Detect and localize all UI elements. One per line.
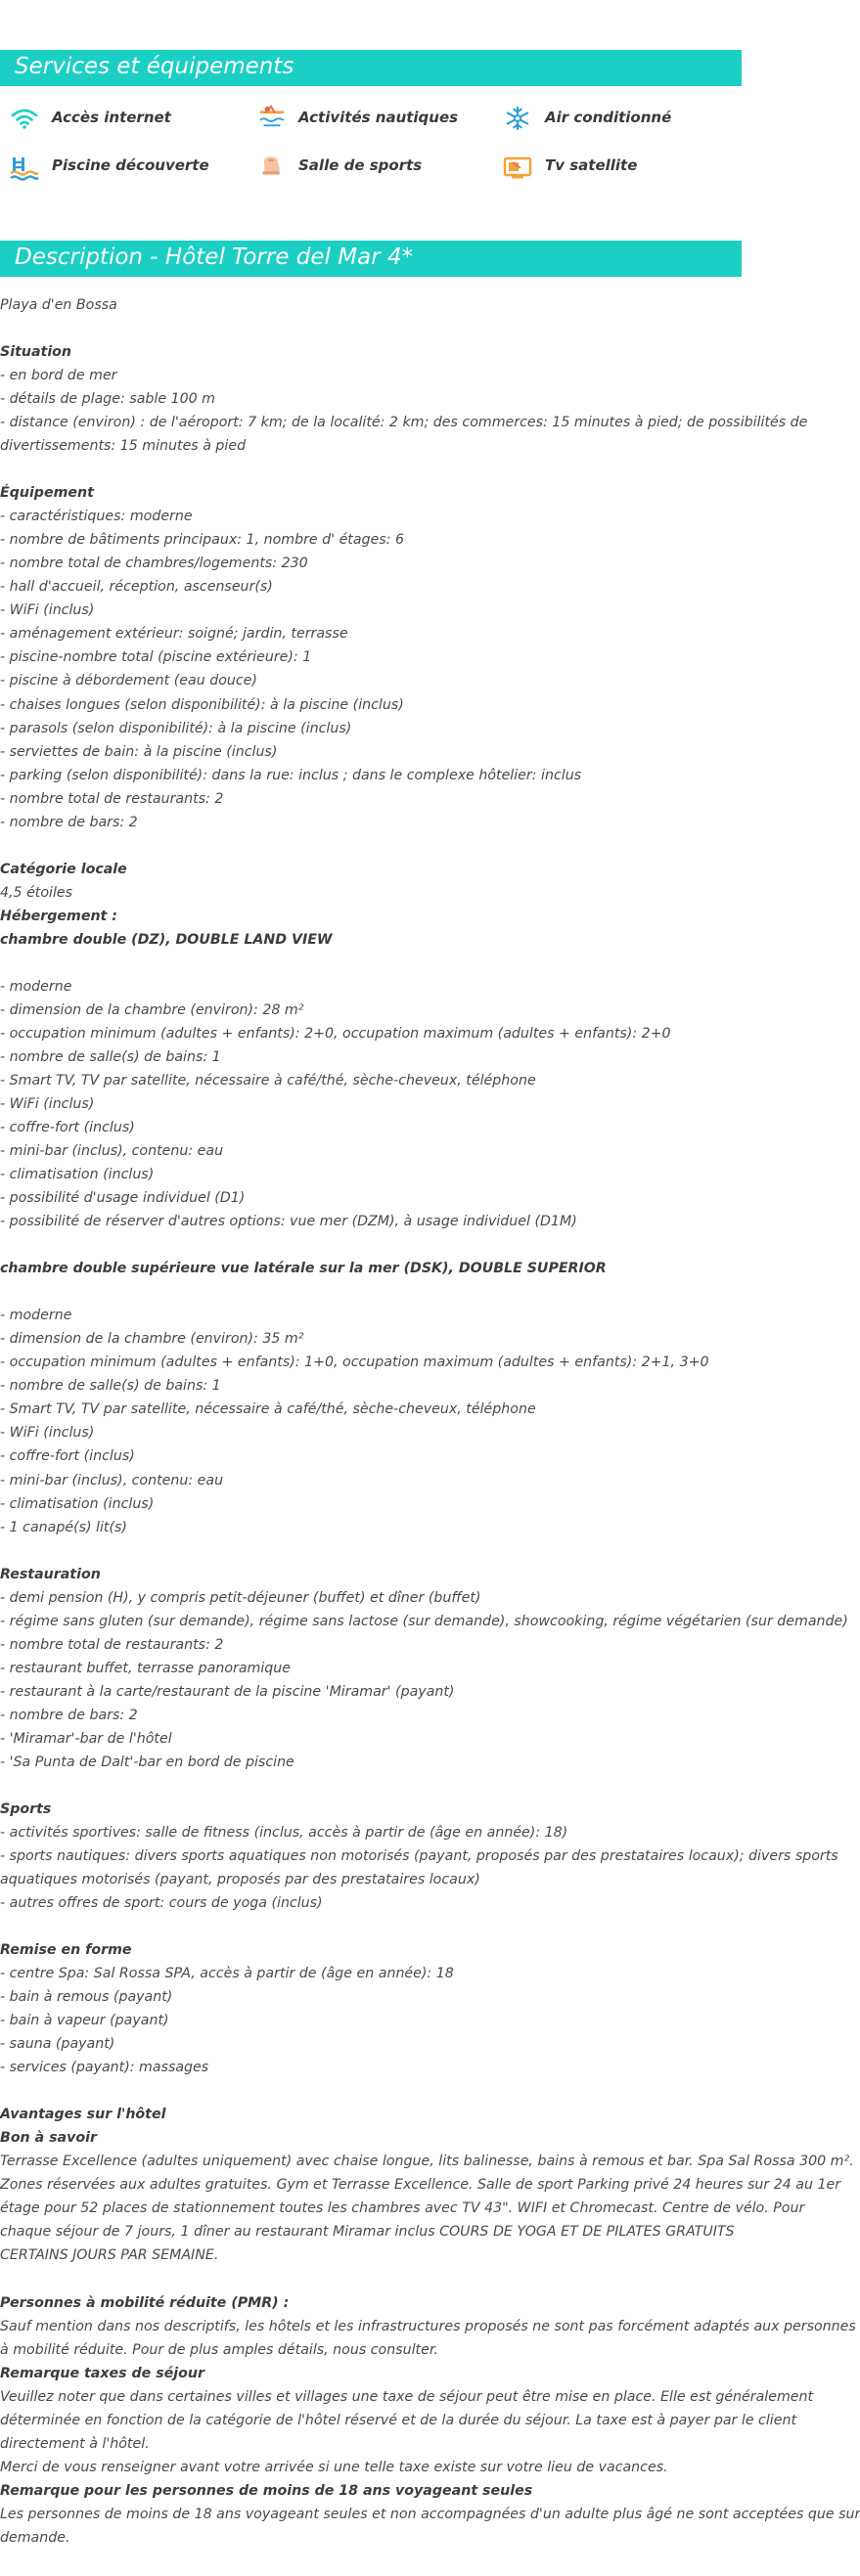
snowflake-icon [503,106,532,131]
description-line: - autres offres de sport: cours de yoga (inclus) [0,1895,323,1912]
description-line: - nombre de bars: 2 [0,1707,138,1723]
description-line: - 'Miramar'-bar de l'hôtel [0,1730,172,1747]
description-line: - nombre total de chambres/logements: 230 [0,555,308,572]
section-heading: Remise en forme [0,1942,132,1959]
description-line: - possibilité de réserver d'autres options: vue mer (DZM), à usage individuel (D1M) [0,1214,577,1230]
service-label: Activités nautiques [298,109,459,126]
description-line: CERTAINS JOURS PAR SEMAINE. [0,2247,219,2264]
water-sports-icon [257,104,287,129]
description-line: Merci de vous renseigner avant votre arrivée si une telle taxe existe sur votre lieu de vacances. [0,2459,668,2475]
description-line: - mini-bar (inclus), contenu: eau [0,1143,224,1160]
description-line: - activités sportives: salle de fitness (inclus, accès à partir de (âge en année): 18) [0,1824,568,1841]
service-label: Salle de sports [298,156,423,174]
description-line: - occupation minimum (adultes + enfants): 1+0, occupation maximum (adultes + enfants): 2+1, 3+0 [0,1355,709,1371]
section-heading: Équipement [0,485,94,502]
section-heading: Restauration [0,1566,101,1582]
wifi-icon [10,106,39,131]
section-heading: Avantages sur l'hôtel [0,2107,166,2123]
description-line: - hall d'accueil, réception, ascenseur(s) [0,579,273,596]
description-line: - WiFi (inclus) [0,602,95,619]
description-line: Terrasse Excellence (adultes uniquement) avec chaise longue, lits balinesse, bains à remous et bar. Spa Sal Rossa 300 m². [0,2154,854,2170]
description-line: - occupation minimum (adultes + enfants): 2+0, occupation maximum (adultes + enfants): 2+0 [0,1025,671,1042]
description-line: - WiFi (inclus) [0,1096,95,1113]
description-line: - nombre total de restaurants: 2 [0,790,224,807]
description-line: - aménagement extérieur: soigné; jardin, terrasse [0,626,348,643]
description-line: - 1 canapé(s) lit(s) [0,1519,127,1535]
description-line: Zones réservées aux adultes gratuites. Gym et Terrasse Excellence. Salle de sport Parking privé 24 heures sur 24 au 1er [0,2177,841,2194]
description-line: - distance (environ) : de l'aéroport: 7 km; de la localité: 2 km; des commerces: 15 minutes à pied; de possibilités de [0,415,808,431]
description-line: - bain à remous (payant) [0,1989,173,2006]
description-line: 4,5 étoiles [0,884,73,901]
description-line: à mobilité réduite. Pour de plus amples détails, nous consulter. [0,2341,438,2358]
description-line: demande. [0,2529,70,2546]
description-line: - moderne [0,978,72,995]
description-line: - dimension de la chambre (environ): 35 m² [0,1331,304,1348]
description-line: - serviettes de bain: à la piscine (inclus) [0,743,278,760]
description-line: aquatiques motorisés (payant, proposés par des prestataires locaux) [0,1872,480,1888]
description-line: - services (payant): massages [0,2060,209,2076]
description-line: - nombre de salle(s) de bains: 1 [0,1048,221,1065]
tv-icon [503,155,532,180]
description-line: - possibilité d'usage individuel (D1) [0,1190,246,1207]
description-line: - Smart TV, TV par satellite, nécessaire à café/thé, sèche-cheveux, téléphone [0,1072,536,1088]
description-line: - dimension de la chambre (environ): 28 m² [0,1001,304,1018]
description-header-band [0,241,742,277]
description-line: étage pour 52 places de stationnement toutes les chambres avec TV 43". WIFI et Chromecast. Centre de vélo. Pour [0,2200,805,2217]
section-heading: Sports [0,1800,52,1817]
description-line: - caractéristiques: moderne [0,509,193,525]
dumbbell-icon [257,153,287,178]
section-heading: Hébergement : [0,908,117,924]
section-heading: Remarque pour les personnes de moins de 18 ans voyageant seules [0,2482,533,2499]
description-line: - parasols (selon disponibilité): à la piscine (inclus) [0,720,352,736]
description-line: Veuillez noter que dans certaines villes et villages une taxe de séjour peut être mise en place. Elle est généralement [0,2388,814,2405]
description-line: - restaurant buffet, terrasse panoramique [0,1660,292,1676]
description-line: - parking (selon disponibilité): dans la rue: inclus ; dans le complexe hôtelier: inclus [0,767,582,783]
description-line: - mini-bar (inclus), contenu: eau [0,1472,224,1488]
description-line: - nombre de bâtiments principaux: 1, nombre d' étages: 6 [0,532,405,549]
description-line: - climatisation (inclus) [0,1495,155,1512]
description-line: - en bord de mer [0,368,117,384]
description-line: directement à l'hôtel. [0,2435,150,2452]
services-title: Services et équipements [15,54,294,79]
description-line: Playa d'en Bossa [0,297,117,313]
description-line: - coffre-fort (inclus) [0,1448,135,1465]
services-header-band [0,50,742,86]
description-title: Description - Hôtel Torre del Mar 4* [15,244,414,270]
service-label: Piscine découverte [52,156,209,174]
description-line: - piscine à débordement (eau douce) [0,673,257,689]
description-line: - demi pension (H), y compris petit-déjeuner (buffet) et dîner (buffet) [0,1589,481,1606]
description-line: - restaurant à la carte/restaurant de la piscine 'Miramar' (payant) [0,1683,455,1700]
description-line: - centre Spa: Sal Rossa SPA, accès à partir de (âge en année): 18 [0,1966,454,1982]
description-line: - climatisation (inclus) [0,1167,155,1183]
service-label: Tv satellite [545,156,638,174]
description-line: Sauf mention dans nos descriptifs, les hôtels et les infrastructures proposés ne sont pas forcément adaptés aux personnes [0,2318,856,2334]
description-line: - WiFi (inclus) [0,1425,95,1442]
description-line: Les personnes de moins de 18 ans voyageant seules et non accompagnées d'un adulte plus âgé ne sont acceptées que sur [0,2506,860,2522]
section-heading: Situation [0,344,72,361]
description-line: - bain à vapeur (payant) [0,2013,169,2029]
description-line: - sports nautiques: divers sports aquatiques non motorisés (payant, proposés par des prestataires locaux); divers sports [0,1847,838,1864]
description-line: divertissements: 15 minutes à pied [0,438,247,455]
description-line: chaque séjour de 7 jours, 1 dîner au restaurant Miramar inclus COURS DE YOGA ET DE PILATES GRATUITS [0,2224,735,2241]
section-heading: chambre double supérieure vue latérale sur la mer (DSK), DOUBLE SUPERIOR [0,1261,607,1277]
section-heading: chambre double (DZ), DOUBLE LAND VIEW [0,931,333,948]
description-line: - 'Sa Punta de Dalt'-bar en bord de piscine [0,1754,294,1770]
description-line: - nombre de salle(s) de bains: 1 [0,1378,221,1395]
section-heading: Bon à savoir [0,2130,97,2147]
description-line: - nombre de bars: 2 [0,814,138,830]
service-label: Accès internet [52,109,171,126]
description-line: - moderne [0,1308,72,1324]
description-line: - sauna (payant) [0,2036,115,2053]
description-line: - chaises longues (selon disponibilité): à la piscine (inclus) [0,696,404,713]
section-heading: Personnes à mobilité réduite (PMR) : [0,2294,290,2311]
description-line: - Smart TV, TV par satellite, nécessaire à café/thé, sèche-cheveux, téléphone [0,1401,536,1418]
description-line: - détails de plage: sable 100 m [0,391,215,408]
description-line: - nombre total de restaurants: 2 [0,1636,224,1653]
description-line: - piscine-nombre total (piscine extérieure): 1 [0,649,312,666]
section-heading: Remarque taxes de séjour [0,2365,205,2381]
service-label: Air conditionné [545,109,672,126]
description-line: - régime sans gluten (sur demande), régime sans lactose (sur demande), showcooking, régime végétarien (sur demande) [0,1613,848,1629]
description-line: déterminée en fonction de la catégorie de l'hôtel réservé et de la durée du séjour. La taxe est à payer par le client [0,2412,797,2428]
description-line: - coffre-fort (inclus) [0,1120,135,1136]
section-heading: Catégorie locale [0,861,127,877]
pool-icon [10,155,39,180]
